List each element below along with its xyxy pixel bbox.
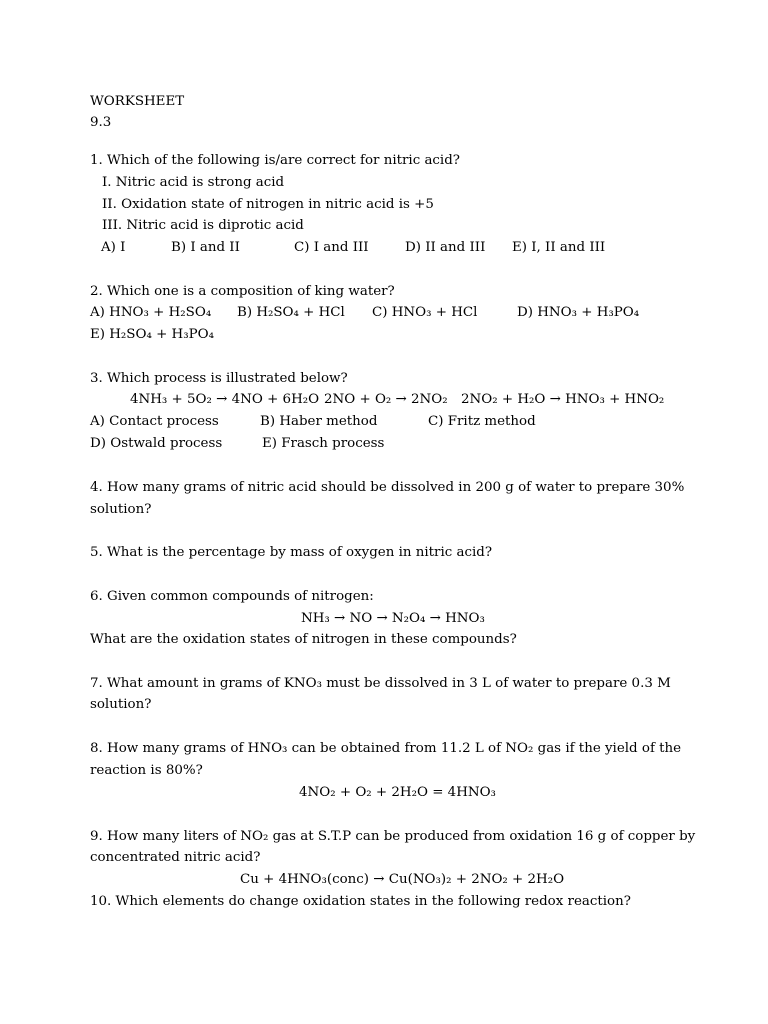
question-7-text-line-2: solution? <box>90 697 152 712</box>
section-number: 9.3 <box>90 115 112 130</box>
question-8-text-line-2: reaction is 80%? <box>90 763 203 778</box>
question-1-option-a: A) I <box>101 240 126 255</box>
question-3-equation-3: 2NO₂ + H₂O → HNO₃ + HNO₂ <box>461 392 665 407</box>
question-1-option-e: E) I, II and III <box>512 240 606 255</box>
question-3-equation-1: 4NH₃ + 5O₂ → 4NO + 6H₂O <box>130 392 320 407</box>
question-2-option-b: B) H₂SO₄ + HCl <box>237 305 345 320</box>
question-1-statement-2: II. Oxidation state of nitrogen in nitric acid is +5 <box>102 197 434 212</box>
question-8-text-line-1: 8. How many grams of HNO₃ can be obtained from 11.2 L of NO₂ gas if the yield of the <box>90 741 682 756</box>
question-2-option-c: C) HNO₃ + HCl <box>372 305 478 320</box>
worksheet-title: WORKSHEET <box>90 94 185 109</box>
question-9-text-line-2: concentrated nitric acid? <box>90 850 261 865</box>
question-3-text: 3. Which process is illustrated below? <box>90 371 348 386</box>
question-2-option-d: D) HNO₃ + H₃PO₄ <box>517 305 640 320</box>
question-5-text: 5. What is the percentage by mass of oxygen in nitric acid? <box>90 545 493 560</box>
question-9-equation: Cu + 4HNO₃(conc) → Cu(NO₃)₂ + 2NO₂ + 2H₂O <box>240 872 565 887</box>
question-4-text-line-1: 4. How many grams of nitric acid should be dissolved in 200 g of water to prepare 30% <box>90 480 685 495</box>
question-8-equation: 4NO₂ + O₂ + 2H₂O = 4HNO₃ <box>299 785 496 800</box>
question-2-option-e: E) H₂SO₄ + H₃PO₄ <box>90 327 214 342</box>
question-3-option-d: D) Ostwald process <box>90 436 223 451</box>
question-6-text: 6. Given common compounds of nitrogen: <box>90 589 374 604</box>
question-1-option-b: B) I and II <box>171 240 240 255</box>
question-6-sequence: NH₃ → NO → N₂O₄ → HNO₃ <box>301 611 485 626</box>
question-10-text: 10. Which elements do change oxidation states in the following redox reaction? <box>90 894 631 909</box>
question-2-text: 2. Which one is a composition of king water? <box>90 284 395 299</box>
question-1-text: 1. Which of the following is/are correct for nitric acid? <box>90 153 460 168</box>
question-6-followup: What are the oxidation states of nitrogen in these compounds? <box>90 632 517 647</box>
question-7-text-line-1: 7. What amount in grams of KNO₃ must be dissolved in 3 L of water to prepare 0.3 M <box>90 676 671 691</box>
question-3-option-a: A) Contact process <box>90 414 219 429</box>
question-3-option-b: B) Haber method <box>260 414 378 429</box>
question-3-option-e: E) Frasch process <box>262 436 385 451</box>
question-3-option-c: C) Fritz method <box>428 414 536 429</box>
question-3-equation-2: 2NO + O₂ → 2NO₂ <box>324 392 448 407</box>
question-2-option-a: A) HNO₃ + H₂SO₄ <box>90 305 212 320</box>
question-4-text-line-2: solution? <box>90 502 152 517</box>
question-1-statement-3: III. Nitric acid is diprotic acid <box>102 218 304 233</box>
question-1-option-d: D) II and III <box>405 240 486 255</box>
question-1-option-c: C) I and III <box>294 240 369 255</box>
question-9-text-line-1: 9. How many liters of NO₂ gas at S.T.P can be produced from oxidation 16 g of copper by <box>90 829 696 844</box>
question-1-statement-1: I. Nitric acid is strong acid <box>102 175 285 190</box>
